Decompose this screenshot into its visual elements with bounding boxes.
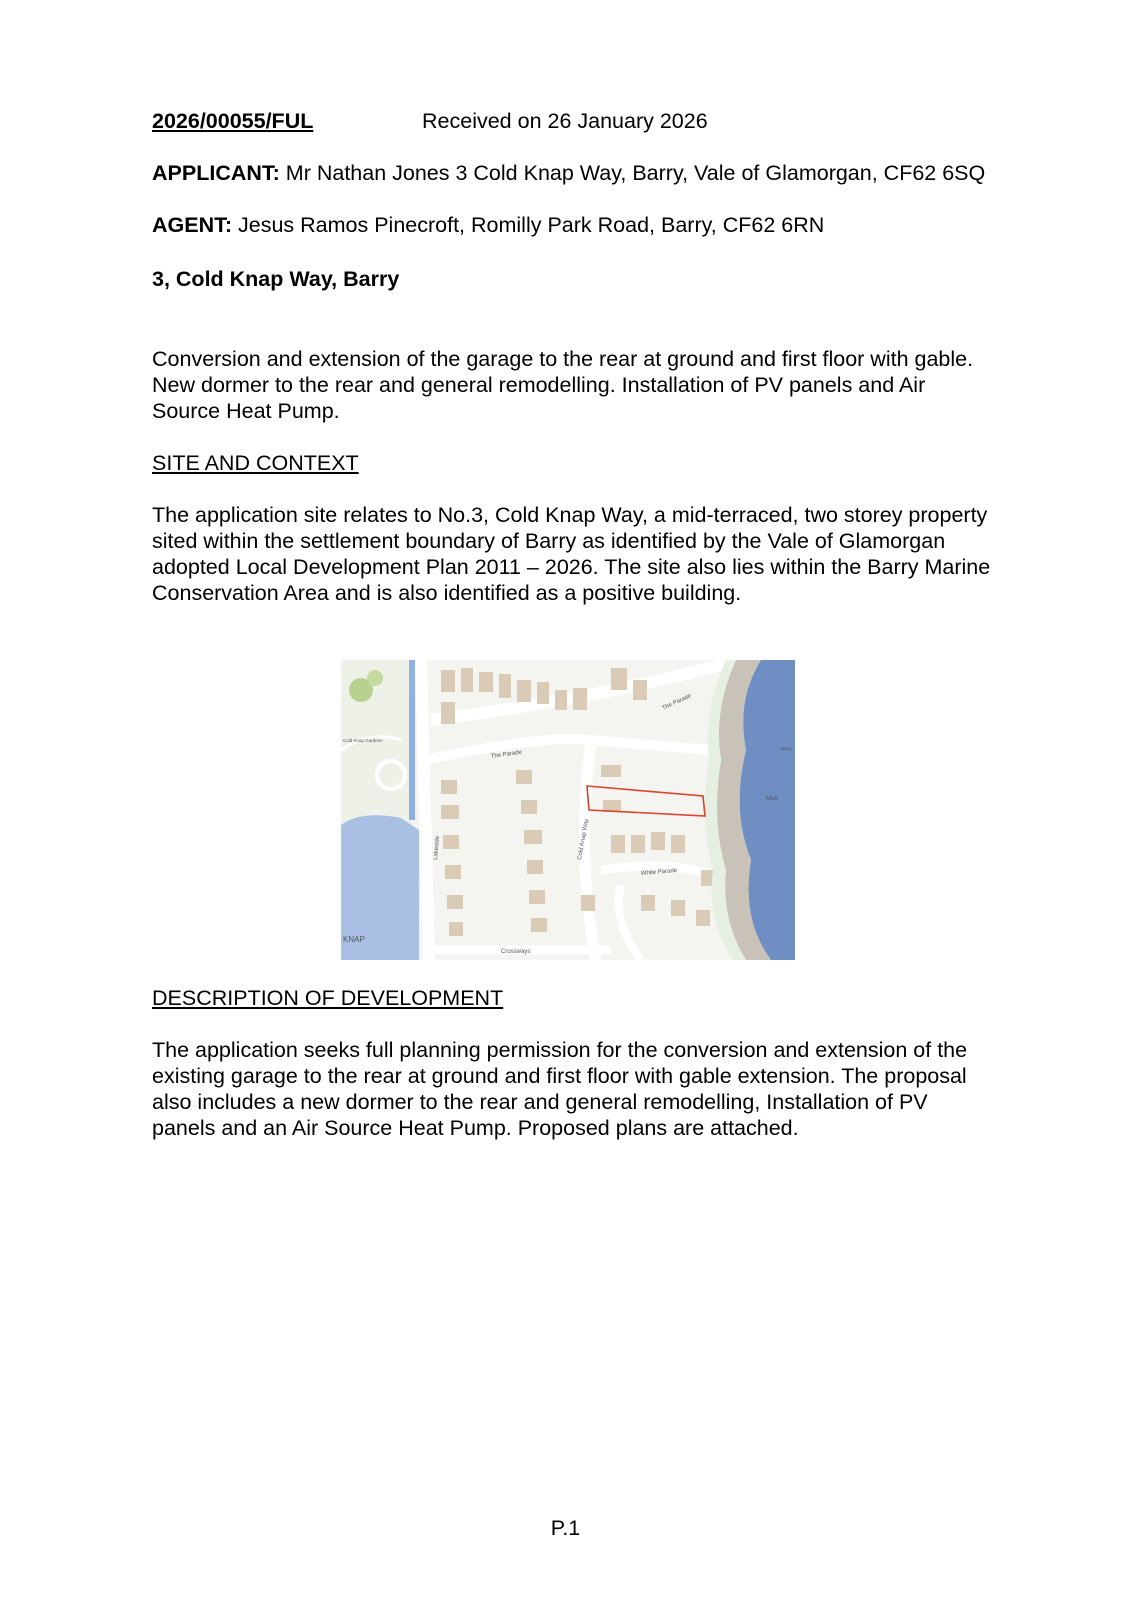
- applicant-line: [152, 160, 992, 186]
- agent-value: Jesus Ramos Pinecroft, Romilly Park Road, Barry, CF62 6RN: [232, 213, 825, 237]
- agent-label: AGENT:: [152, 213, 233, 237]
- map-label-lakeside: Lakeside: [433, 835, 442, 861]
- application-reference: 2026/00055/FUL: [152, 109, 314, 133]
- development-text: The application seeks full planning permission for the conversion and extension of the existing garage to the rear at ground and first floor with gable extension. The proposal also includes a new dormer to the rear and general remodelling, Installation of PV panels and an Air Source Heat Pump. Proposed plans are attached.: [152, 1038, 968, 1140]
- site-context-heading: SITE AND CONTEXT: [152, 451, 359, 475]
- map-label-the-parade-2: The Parade: [490, 749, 523, 760]
- map-label-gardens: Cold Knap Gardens: [343, 738, 383, 743]
- map-label-cold-knap-way: Cold Knap Way: [577, 818, 591, 861]
- applicant-label: APPLICANT:: [152, 161, 280, 185]
- map-label-barry: Barry: [781, 746, 792, 751]
- map-label-the-parade: The Parade: [661, 693, 693, 712]
- application-reference-line: [152, 108, 992, 134]
- agent-line: [152, 212, 992, 238]
- applicant-value: Mr Nathan Jones 3 Cold Knap Way, Barry, Vale of Glamorgan, CF62 6SQ: [279, 161, 986, 185]
- site-context-text: The application site relates to No.3, Cold Knap Way, a mid-terraced, two storey property sited within the settlement boundary of Barry as identified by the Vale of Glamorgan adopted Local Development Plan 2011 – 2026. The site also lies within the Barry Marine Conservation Area and is also identified as a positive building.: [152, 503, 991, 605]
- proposal-description: Conversion and extension of the garage to the rear at ground and first floor with gable. New dormer to the rear and general remodelling. Installation of PV panels and Air Source Heat Pump.: [152, 347, 974, 423]
- map-label-crossways: Crossways: [501, 949, 531, 955]
- site-address: 3, Cold Knap Way, Barry: [152, 267, 400, 291]
- map-label-mud: Mud: [766, 796, 778, 802]
- received-date: Received on 26 January 2026: [422, 109, 708, 133]
- map-label-knap: KNAP: [343, 935, 365, 944]
- map-label-white-parade: White Parade: [640, 867, 678, 877]
- page-number: P.1: [550, 1516, 581, 1540]
- site-location-map: [341, 660, 795, 960]
- development-heading: DESCRIPTION OF DEVELOPMENT: [152, 986, 504, 1010]
